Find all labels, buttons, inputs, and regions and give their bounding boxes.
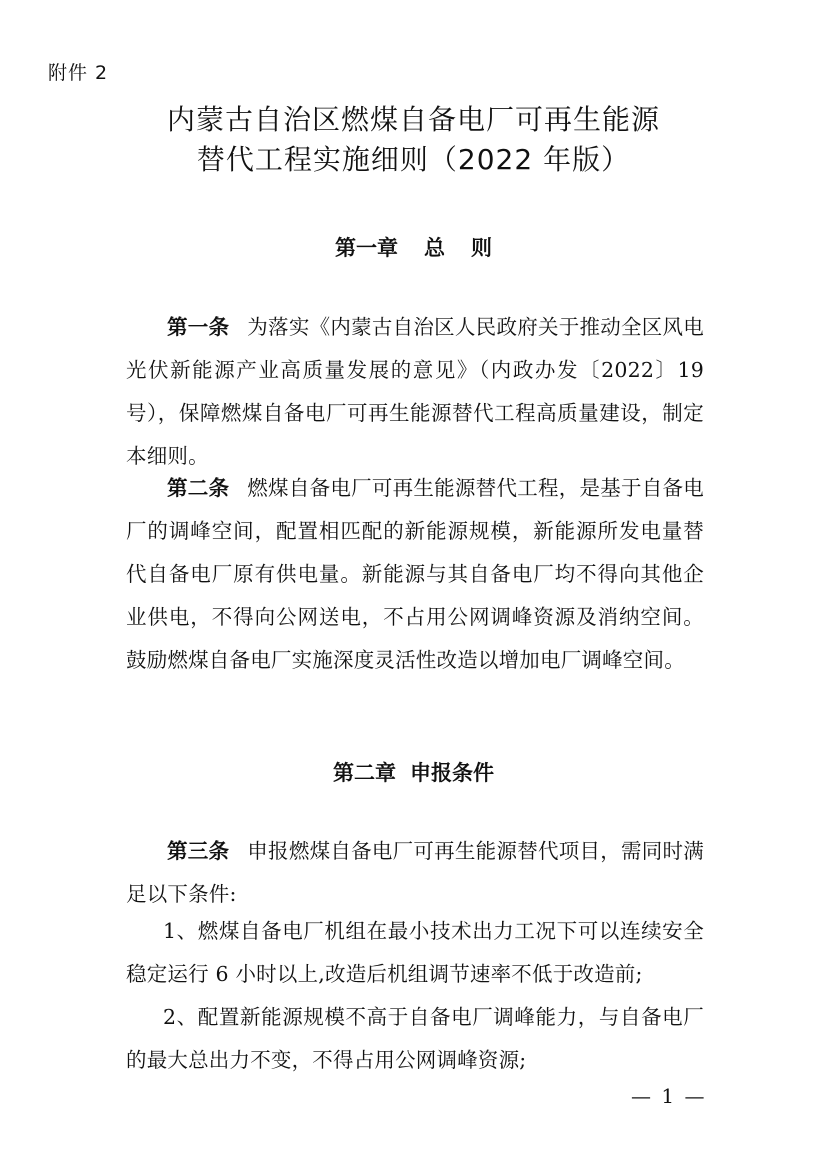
article-3-text: 申报燃煤自备电厂可再生能源替代项目，需同时满足以下条件: <box>126 839 704 906</box>
title-line-2: 替代工程实施细则（2022 年版） <box>196 143 631 176</box>
article-1-text: 为落实《内蒙古自治区人民政府关于推动全区风电光伏新能源产业高质量发展的意见》（内政办发〔2022〕19 号），保障燃煤自备电厂可再生能源替代工程高质量建设，制定本细则。 <box>126 315 704 468</box>
article-2 <box>126 467 704 682</box>
chapter-2-heading <box>0 757 827 787</box>
page-number: — 1 — <box>631 1084 707 1108</box>
article-3-lead: 第三条 <box>167 839 230 863</box>
chapter-1-name: 总 <box>424 236 445 260</box>
article-3 <box>126 830 704 916</box>
attachment-label: 附件 2 <box>48 62 109 84</box>
article-2-lead: 第二条 <box>167 476 230 500</box>
list-item: 2、配置新能源规模不高于自备电厂调峰能力，与自备电厂的最大总出力不变，不得占用公网调峰资源; <box>126 1005 704 1072</box>
chapter-1-name-2: 则 <box>471 236 492 260</box>
list-item: 1、燃煤自备电厂机组在最小技术出力工况下可以连续安全稳定运行 6 小时以上,改造后机组调节速率不低于改造前; <box>126 919 704 986</box>
title-line-1: 内蒙古自治区燃煤自备电厂可再生能源 <box>166 103 660 136</box>
chapter-2-label: 第二章 <box>333 761 396 785</box>
article-2-text: 燃煤自备电厂可再生能源替代工程，是基于自备电厂的调峰空间，配置相匹配的新能源规模，新能源所发电量替代自备电厂原有供电量。新能源与其自备电厂均不得向其他企业供电，不得向公网送电，不占用公网调峰资源及消纳空间。鼓励燃煤自备电厂实施深度灵活性改造以增加电厂调峰空间。 <box>126 476 704 672</box>
document-title <box>0 100 827 180</box>
chapter-1-heading <box>0 232 827 262</box>
article-1-lead: 第一条 <box>167 315 230 339</box>
chapter-2-name: 申报条件 <box>410 761 494 785</box>
chapter-1-label: 第一章 <box>335 236 398 260</box>
article-1 <box>126 306 704 478</box>
